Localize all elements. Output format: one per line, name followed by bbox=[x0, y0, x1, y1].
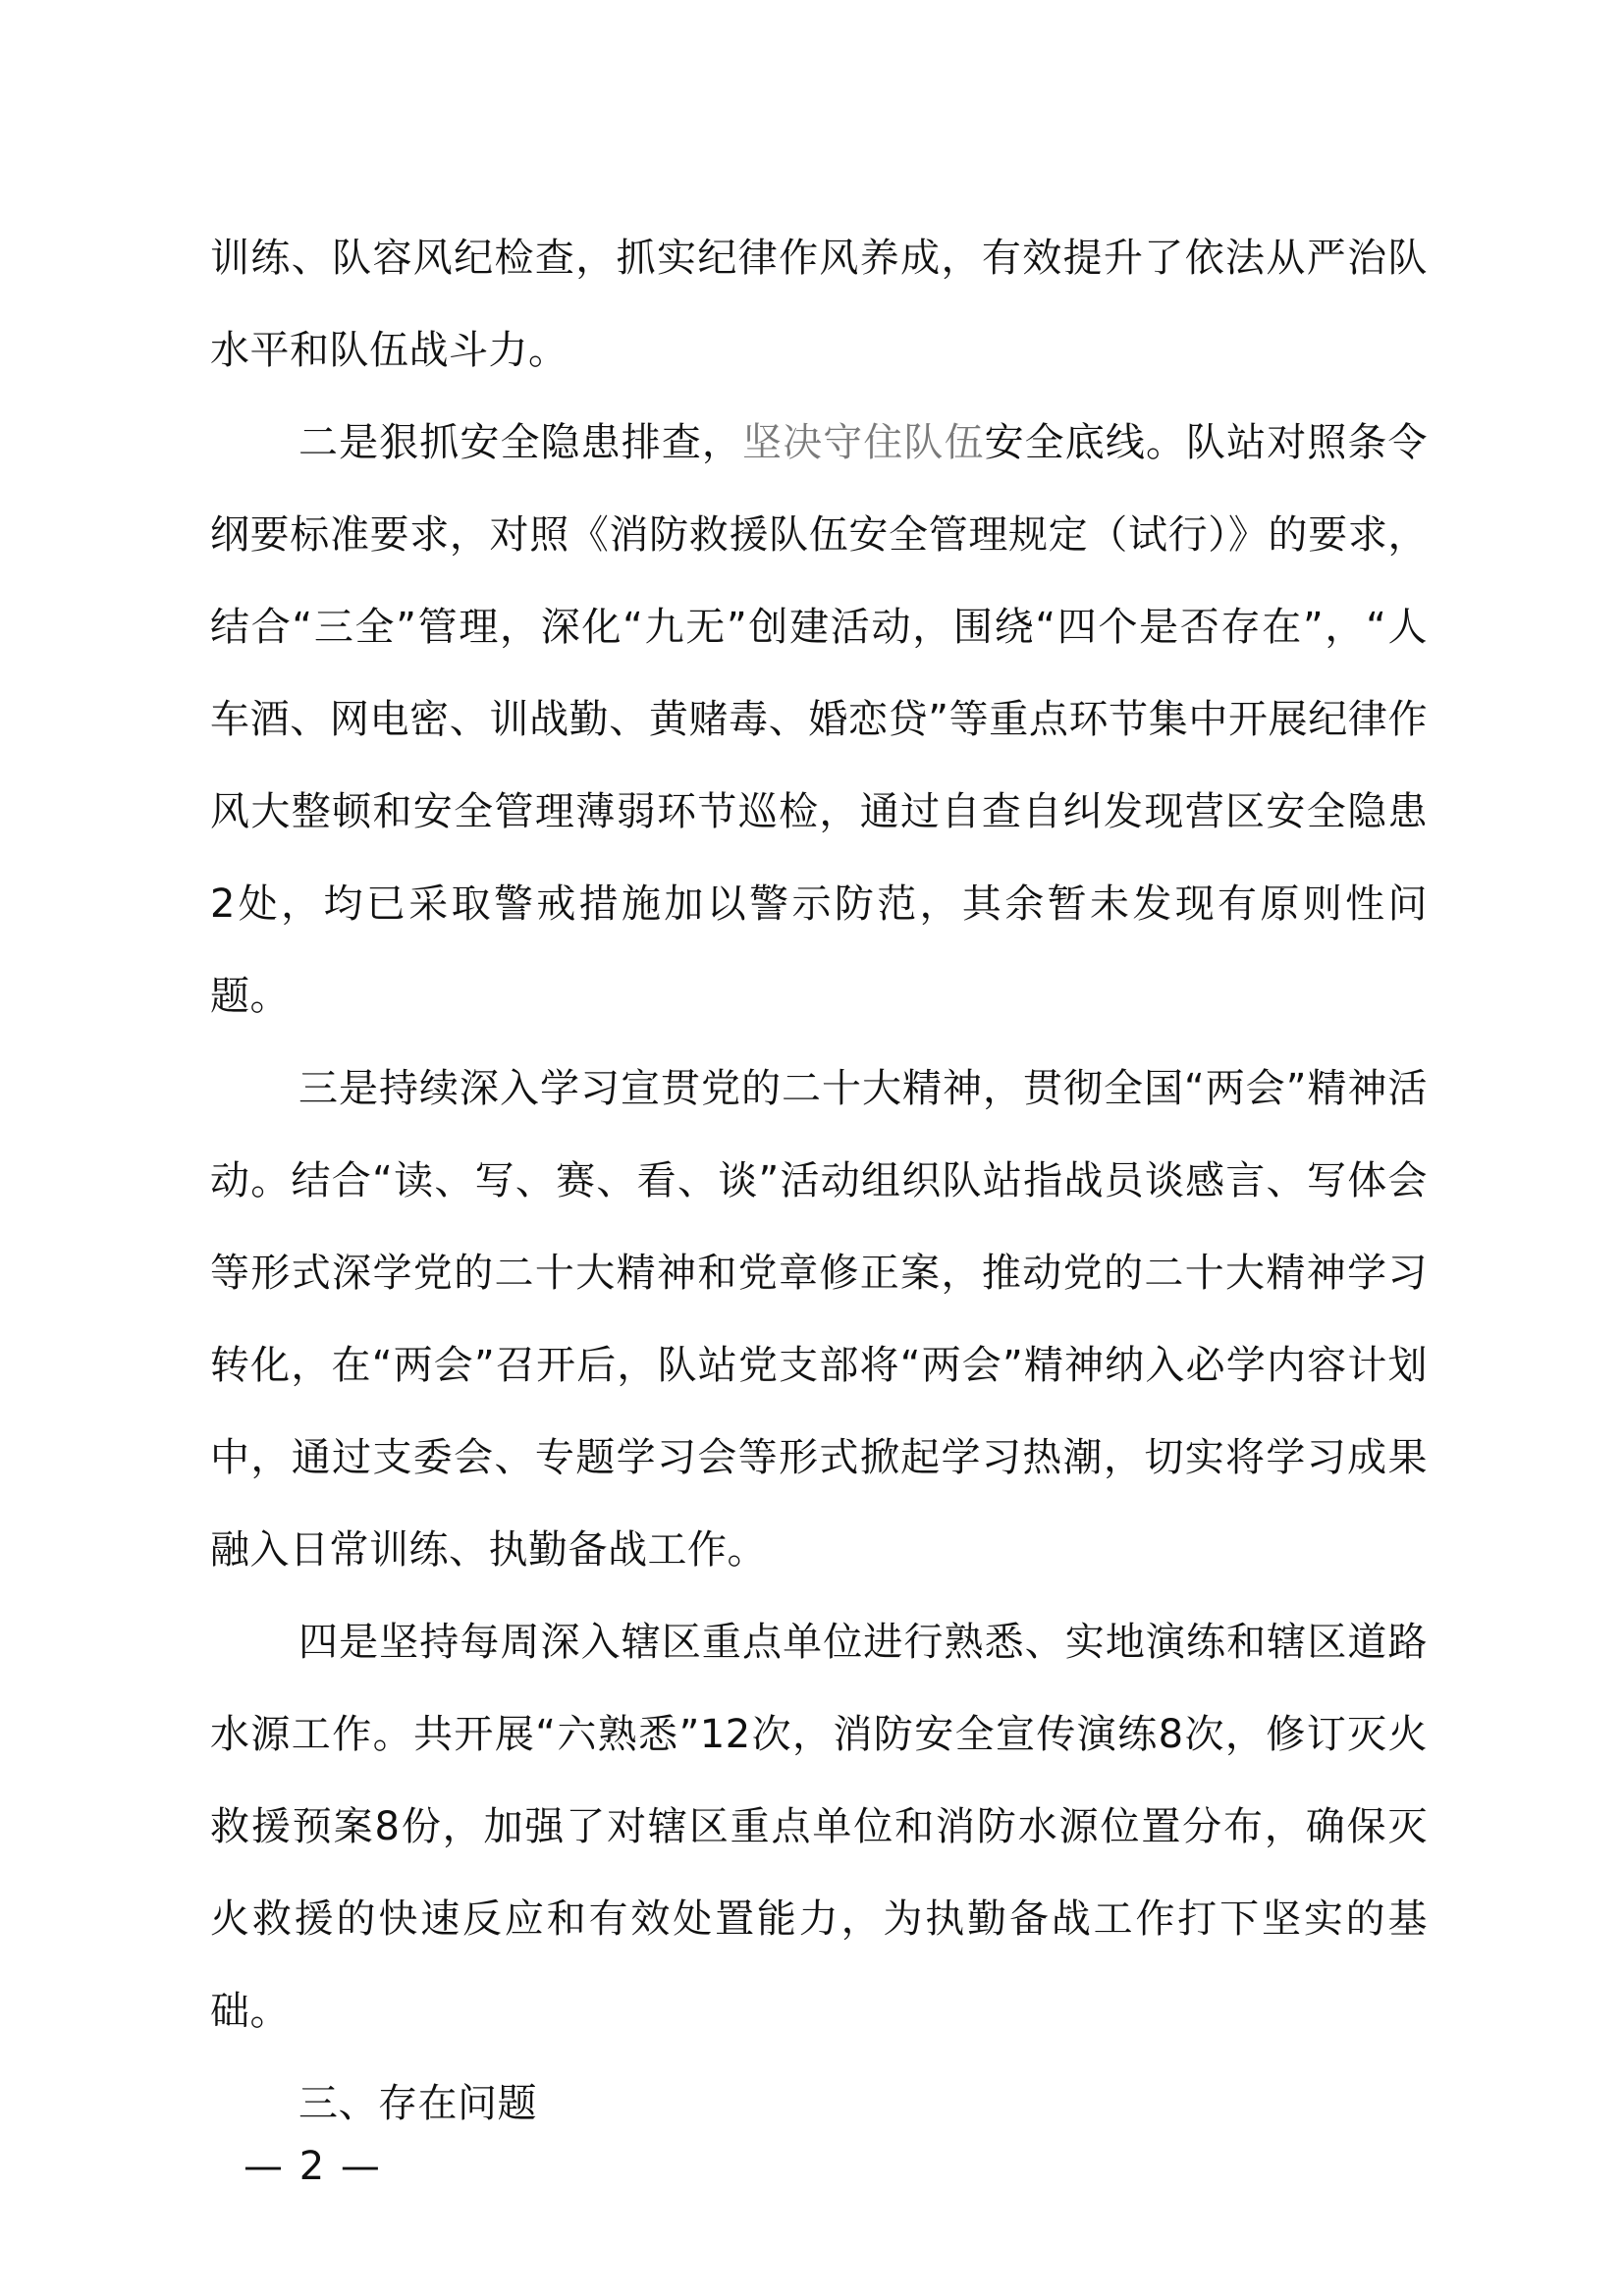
page-number: — 2 — bbox=[244, 2144, 382, 2189]
paragraph-continuation: 训练、队容风纪检查，抓实纪律作风养成，有效提升了依法从严治队水平和队伍战斗力。 bbox=[210, 236, 1428, 373]
paragraph-key-units: 四是坚持每周深入辖区重点单位进行熟悉、实地演练和辖区道路水源工作。共开展“六熟悉”12次，消防安全宣传演练8次，修订灭火救援预案8份，加强了对辖区重点单位和消防水源位置分布，确保灭火救援的快速反应和有效处置能力，为执勤备战工作打下坚实的基础。 bbox=[210, 1620, 1428, 2034]
paragraph-study-campaign: 三是持续深入学习宣贯党的二十大精神，贯彻全国“两会”精神活动。结合“读、写、赛、看、谈”活动组织队站指战员谈感言、写体会等形式深学党的二十大精神和党章修正案，推动党的二十大精神学习转化，在“两会”召开后，队站党支部将“两会”精神纳入必学内容计划中，通过支委会、专题学习会等形式掀起学习热潮，切实将学习成果融入日常训练、执勤备战工作。 bbox=[210, 1066, 1428, 1573]
paragraph-safety-inspection-rest: 安全底线。队站对照条令纲要标准要求，对照《消防救援队伍安全管理规定（试行）》的要求，结合“三全”管理，深化“九无”创建活动，围绕“四个是否存在”，“人车酒、网电密、训战勤、黄赌毒、婚恋贷”等重点环节集中开展纪律作风大整顿和安全管理薄弱环节巡检，通过自查自纠发现营区安全隐患2处，均已采取警戒措施加以警示防范，其余暂未发现有原则性问题。 bbox=[210, 420, 1429, 1019]
document-body bbox=[210, 212, 1428, 2150]
paragraph-safety-inspection-start: 二是狠抓安全隐患排查， bbox=[298, 420, 743, 465]
highlighted-phrase: 坚决守住队伍 bbox=[742, 420, 985, 465]
section-heading-existing-problems: 三、存在问题 bbox=[298, 2081, 537, 2126]
paragraph-safety-inspection bbox=[210, 397, 1428, 1042]
